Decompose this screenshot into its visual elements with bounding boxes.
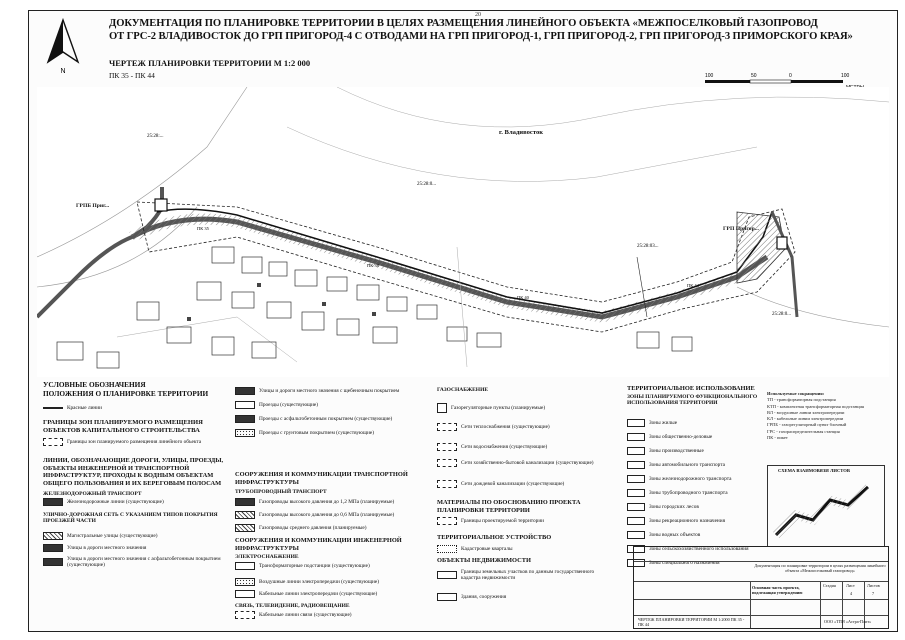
stamp-part: Основная часть проекта, подлежащая утверждению — [752, 585, 803, 595]
dirt-passage-swatch — [235, 429, 255, 437]
legend-power-sub: ЭЛЕКТРОСНАБЖЕНИЕ — [235, 554, 299, 560]
func-zone-swatch — [627, 475, 645, 483]
legend-rail-sub: ЖЕЛЕЗНОДОРОЖНЫЙ ТРАНСПОРТ — [43, 491, 142, 497]
legend-col2-item-1 — [235, 387, 399, 395]
scale-tick-3: 0 — [789, 73, 792, 79]
arterial-swatch — [43, 532, 63, 540]
scale-tick-1: 100 — [705, 73, 714, 79]
legend-red-lines — [43, 405, 102, 411]
passage-swatch — [235, 401, 255, 409]
local-street-swatch — [43, 544, 63, 552]
asphalt-passage-swatch — [235, 415, 255, 423]
cadastral-swatch — [437, 545, 457, 553]
legend-roads-title: ЛИНИИ, ОБОЗНАЧАЮЩИЕ ДОРОГИ, УЛИЦЫ, ПРОЕЗДЫ, ОБЪЕКТЫ ИНЖЕНЕРНОЙ И ТРАНСПОРТНОЙ ИНФРАСТРУКТУР, ПРОХОДЫ К ВОДНЫМ ОБЪЕКТАМ ОБЩЕГО ПОЛЬЗОВАНИЯ И ИХ БЕРЕГОВЫМ ПОЛОСАМ — [43, 457, 224, 487]
legend-materials-title: МАТЕРИАЛЫ ПО ОБОСНОВАНИЮ ПРОЕКТА ПЛАНИРОВКИ ТЕРРИТОРИИ — [437, 499, 581, 514]
gas-hp06-swatch — [235, 511, 255, 519]
legend-zone-item-label: Границы зон планируемого размещения линейного объекта — [67, 439, 202, 445]
legend-pipe-label-1: Газопроводы высокого давления до 1,2 МПа (планируемые) — [259, 499, 395, 505]
legend-pipe-label-2: Газопроводы высокого давления до 0,6 МПа (планируемые) — [259, 512, 395, 518]
abbreviations — [767, 391, 887, 441]
gravel-street-swatch — [235, 387, 255, 395]
func-zone-swatch — [627, 419, 645, 427]
legend-func-item — [627, 531, 700, 539]
abbr-list — [767, 397, 887, 441]
legend-col2-label-3: Проезды с асфальтобетонным покрытием (существующие) — [259, 416, 393, 422]
legend-gas-label-1: Газорегуляторные пункты (планируемые) — [451, 405, 546, 411]
legend-col2-item-2 — [235, 401, 318, 409]
legend-power-item-3 — [235, 590, 377, 598]
func-zone-swatch — [627, 461, 645, 469]
legend-pipe-item-1 — [235, 498, 394, 506]
legend — [37, 381, 889, 629]
scheme-title: СХЕМА ВЗАИМОВЯЗИ ЛИСТОВ — [778, 468, 850, 473]
legend-col2-item-4 — [235, 429, 374, 437]
legend-objects-title: ОБЪЕКТЫ НЕДВИЖИМОСТИ — [437, 557, 531, 564]
legend-pipe-item-2 — [235, 511, 394, 519]
rail-swatch — [43, 498, 63, 506]
legend-col1-label-3: Улицы в дороги местного значения с асфальтобетонным покрытием (существующие) — [67, 556, 221, 568]
legend-rail-item-label: Железнодорожные линии (существующие) — [67, 499, 164, 505]
cable-line-swatch — [235, 590, 255, 598]
func-zone-swatch — [627, 531, 645, 539]
heat-swatch — [437, 423, 457, 431]
legend-func-item — [627, 461, 725, 469]
func-zone-swatch — [627, 503, 645, 511]
func-zone-swatch — [627, 517, 645, 525]
grp-swatch — [437, 403, 447, 413]
legend-gas-label-3: Сети водоснабжения (существующие) — [461, 444, 548, 450]
substation-swatch — [235, 562, 255, 570]
title-block — [633, 546, 889, 629]
legend-func-label: Зоны сельскохозяйственного использования — [649, 546, 749, 552]
stamp-title: Документация по планировке территории в целях размещения линейного объекта «Межпоселковый газопровод» — [754, 563, 886, 573]
legend-func-item — [627, 517, 725, 525]
legend-col1-item-2 — [43, 544, 146, 552]
drawing-subtitle: ЧЕРТЕЖ ПЛАНИРОВКИ ТЕРРИТОРИИ М 1:2 000 — [109, 58, 311, 68]
north-arrow-icon — [43, 17, 83, 75]
parcel-label-2: 25:28:0... — [417, 182, 437, 187]
legend-pipe-label-3: Газопроводы среднего давления (планируемые) — [259, 525, 367, 531]
legend-func-item — [627, 447, 704, 455]
abbr-item: ТП - трансформаторная подстанция — [767, 397, 836, 403]
legend-gas-item-4 — [437, 459, 611, 467]
scale-tick-2: 50 — [751, 73, 757, 79]
pk-label-40: ПК 40 — [517, 295, 529, 300]
legend-terr-item — [437, 545, 513, 553]
legend-terr-label: Кадастровые кварталы — [461, 546, 513, 552]
comm-cable-swatch — [235, 611, 255, 619]
abbr-item: КЛ - кабельные линии электропередачи — [767, 416, 844, 422]
func-zone-swatch — [627, 433, 645, 441]
legend-func-label: Зоны общественно-деловые — [649, 434, 713, 440]
legend-objects-label-2: Здания, сооружения — [461, 594, 507, 600]
stamp-company: ООО «ТПИ «Астра-Плит» — [824, 619, 872, 624]
func-zone-swatch — [627, 447, 645, 455]
legend-power-label-3: Кабельные линии электропередачи (существующие) — [259, 591, 378, 597]
asphalt-street-swatch — [43, 558, 63, 566]
legend-eng-title: СООРУЖЕНИЯ И КОММУНИКАЦИИ ИНЖЕНЕРНОЙ ИНФРАСТРУКТУРЫ — [235, 537, 402, 552]
legend-power-item-1 — [235, 562, 370, 570]
legend-col1-label-2: Улицы в дороги местного значения — [67, 545, 147, 551]
legend-objects-item-1 — [437, 569, 611, 581]
parcel-label-3: 25:28:03... — [637, 244, 659, 249]
gas-hp12-swatch — [235, 498, 255, 506]
north-label: N — [60, 68, 66, 75]
legend-comm-label: Кабельные линии связи (существующие) — [259, 612, 352, 618]
zone-swatch — [43, 438, 63, 446]
gas-mp-swatch — [235, 524, 255, 532]
legend-func-label: Зоны городских лесов — [649, 504, 699, 510]
legend-func-item — [627, 419, 677, 427]
pk-label-44: ПК 44 — [687, 283, 699, 288]
title-line-1: ДОКУМЕНТАЦИЯ ПО ПЛАНИРОВКЕ ТЕРРИТОРИИ В ЦЕЛЯХ РАЗМЕЩЕНИЯ ЛИНЕЙНОГО ОБЪЕКТА «МЕЖПОСЕЛКОВЫЙ ГАЗОПРОВОД — [109, 18, 818, 29]
pk-label-38: ПК 38 — [367, 263, 379, 268]
stamp-value-sheet: 4 — [850, 591, 853, 596]
legend-func-label: Зоны специального назначения — [649, 560, 720, 566]
legend-gas-item-2 — [437, 423, 550, 431]
map-drawing — [37, 87, 889, 377]
legend-terr-title: ТЕРРИТОРИАЛЬНОЕ УСТРОЙСТВО — [437, 534, 552, 541]
stamp-header-sheets: Листов — [867, 583, 880, 588]
legend-func-sub: ЗОНЫ ПЛАНИРУЕМОГО ФУНКЦИОНАЛЬНОГО ИСПОЛЬЗОВАНИЯ ТЕРРИТОРИИ — [627, 394, 758, 406]
abbr-item: ПК - пикет — [767, 435, 788, 441]
abbr-item: ВЛ - воздушные линии электропередачи — [767, 409, 845, 415]
stamp-value-sheets: 7 — [872, 591, 875, 596]
legend-objects-label-1: Границы земельных участков по данным государственного кадастра недвижимости — [461, 569, 595, 581]
legend-gas-label-5: Сети дождевой канализации (существующие) — [461, 481, 565, 487]
legend-col2-item-3 — [235, 415, 392, 423]
legend-power-label-2: Воздушные линии электропередачи (существующие) — [259, 579, 379, 585]
grps-building-right — [777, 237, 787, 249]
abbr-item: ГРС - газораспределительная станция — [767, 428, 840, 434]
storm-swatch — [437, 480, 457, 488]
overhead-line-swatch — [235, 578, 255, 586]
scheme-drawing — [768, 475, 882, 545]
parcel-boundary-swatch — [437, 571, 457, 579]
building-swatch — [437, 593, 457, 601]
project-boundary-swatch — [437, 517, 457, 525]
stamp-header-sheet: Лист — [846, 583, 855, 588]
func-zone-swatch — [627, 489, 645, 497]
legend-func-label: Зоны трубопроводного транспорта — [649, 490, 728, 496]
legend-zone-item — [43, 438, 207, 446]
legend-gas-label-2: Сети теплоснабжения (существующие) — [461, 424, 550, 430]
drawing-sheet — [28, 10, 898, 632]
legend-col2-label-4: Проезды с грунтовым покрытием (существующие) — [259, 430, 375, 436]
title-line-2: ОТ ГРС-2 ВЛАДИВОСТОК ДО ГРП ПРИГОРОД-4 С ОТВОДАМИ НА ГРП ПРИГОРОД-1, ГРП ПРИГОРОД-2, ГРП ПРИГОРОД-3 ПРИМОРСКОГО КРАЯ» — [109, 31, 853, 42]
grps-label-left: ГРПБ Приг... — [76, 203, 110, 209]
legend-comm-item — [235, 611, 352, 619]
grps-label-right: ГРП Пригор... — [723, 226, 759, 232]
legend-pipe-sub: ТРУБОПРОВОДНЫЙ ТРАНСПОРТ — [235, 489, 327, 495]
parcel-label-4: 25:28:0... — [772, 312, 792, 317]
legend-col1-item-3 — [43, 556, 227, 568]
legend-red-lines-label: Красные линии — [67, 405, 102, 411]
legend-pipe-item-3 — [235, 524, 367, 532]
abbr-item: КТП - комплектная трансформаторная подстанция — [767, 403, 864, 409]
pk-range: ПК 35 - ПК 44 — [109, 71, 155, 80]
legend-materials-label: Границы проектируемой территории — [461, 518, 544, 524]
legend-objects-item-2 — [437, 593, 506, 601]
legend-func-label: Зоны автомобильного транспорта — [649, 462, 725, 468]
legend-power-item-2 — [235, 578, 379, 586]
pk-label-35: ПК 35 — [197, 226, 209, 231]
legend-func-item — [627, 489, 728, 497]
legend-comm-sub: СВЯЗЬ, ТЕЛЕВИДЕНИЕ, РАДИОВЕЩАНИЕ — [235, 603, 350, 609]
map-area — [37, 87, 889, 377]
water-swatch — [437, 443, 457, 451]
legend-gas-item-3 — [437, 443, 547, 451]
legend-gas-item-1 — [437, 403, 545, 413]
legend-power-label-1: Трансформаторные подстанции (существующие) — [259, 563, 370, 569]
sheet-scheme — [767, 465, 885, 547]
page-number: 20 — [475, 12, 481, 18]
legend-gas-item-5 — [437, 480, 564, 488]
legend-func-item — [627, 433, 712, 441]
legend-udn-sub: УЛИЧНО-ДОРОЖНАЯ СЕТЬ С УКАЗАНИЕМ ТИПОВ ПОКРЫТИЯ ПРОЕЗЖЕЙ ЧАСТИ — [43, 512, 218, 524]
red-line-swatch — [43, 407, 63, 410]
legend-zone-title: ГРАНИЦЫ ЗОН ПЛАНИРУЕМОГО РАЗМЕЩЕНИЯ ОБЪЕКТОВ КАПИТАЛЬНОГО СТРОИТЕЛЬСТВА — [43, 419, 203, 434]
parcel-label-1: 25:28:... — [147, 134, 164, 139]
abbr-item: ГРПБ - газорегуляторный пункт блочный — [767, 422, 847, 428]
document-title — [109, 17, 879, 43]
sewer-swatch — [437, 459, 457, 467]
scale-tick-4: 100 — [841, 73, 850, 79]
legend-func-label: Зоны рекреационного назначения — [649, 518, 726, 524]
legend-col2-label-1: Улицы и дороги местного значения с щебеночным покрытием — [259, 388, 400, 394]
legend-gas-label-4: Сети хозяйственно-бытовой канализации (существующие) — [461, 460, 594, 466]
legend-main-title: УСЛОВНЫЕ ОБОЗНАЧЕНИЯ — [43, 380, 146, 389]
grps-building-left — [155, 199, 167, 211]
legend-transport-title: СООРУЖЕНИЯ И КОММУНИКАЦИИ ТРАНСПОРТНОЙ ИНФРАСТРУКТУРЫ — [235, 471, 408, 486]
stamp-sheet-title: ЧЕРТЕЖ ПЛАНИРОВКИ ТЕРРИТОРИИ М 1:2000 ПК 35 - ПК 44 — [638, 617, 745, 627]
legend-func-item — [627, 475, 731, 483]
legend-col1-label-1: Магистральные улицы (существующие) — [67, 533, 158, 539]
legend-func-item — [627, 503, 699, 511]
stamp-header-stage: Стадия — [823, 583, 836, 588]
legend-col1-item-1 — [43, 532, 157, 540]
legend-rail-item — [43, 498, 164, 506]
city-label: г. Владивосток — [499, 129, 544, 136]
abbr-title: Используемые сокращения: — [767, 391, 825, 396]
legend-func-label: Зоны железнодорожного транспорта — [649, 476, 732, 482]
legend-col2-label-2: Проезды (существующие) — [259, 402, 319, 408]
legend-materials-item — [437, 517, 544, 525]
legend-func-label: Зоны жилые — [649, 420, 678, 426]
legend-func-label: Зоны водных объектов — [649, 532, 701, 538]
legend-func-label: Зоны производственные — [649, 448, 704, 454]
legend-func-title: ТЕРРИТОРИАЛЬНОЕ ИСПОЛЬЗОВАНИЕ — [627, 385, 755, 392]
legend-gas-sub: ГАЗОСНАБЖЕНИЕ — [437, 387, 489, 393]
legend-section-title: ПОЛОЖЕНИЯ О ПЛАНИРОВКЕ ТЕРРИТОРИИ — [43, 389, 209, 398]
